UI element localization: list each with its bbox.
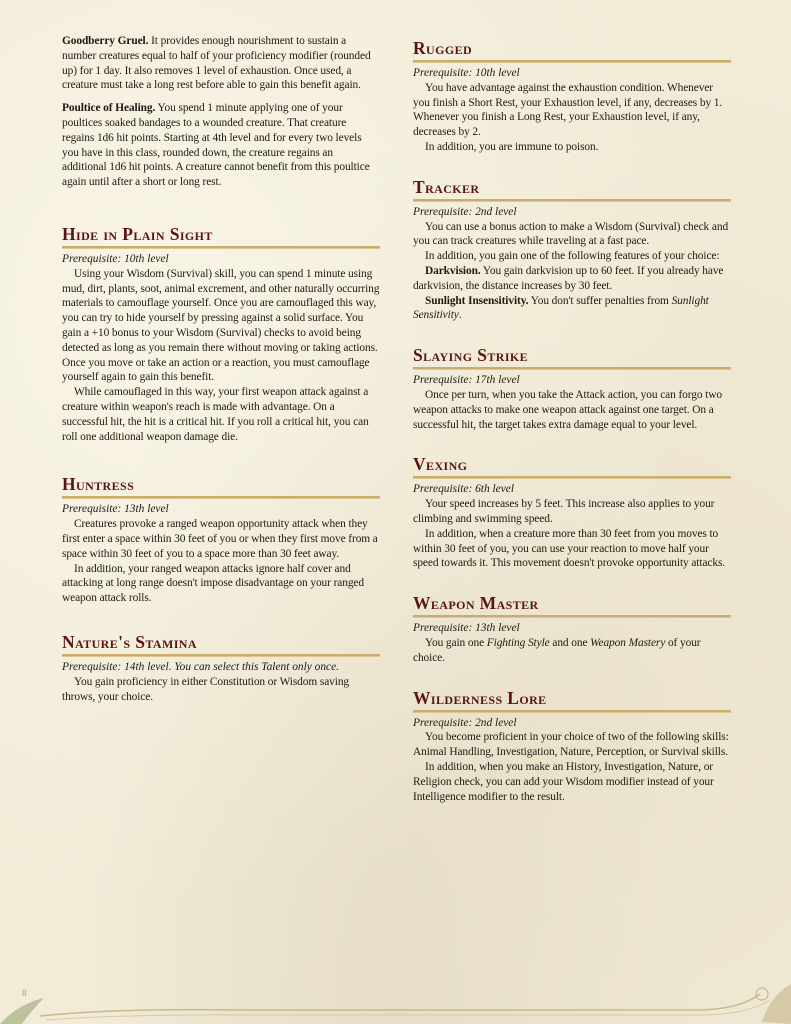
heading-vexing: Vexing [413, 454, 468, 475]
footer-line [40, 994, 760, 1016]
vexing-paragraph-1: Your speed increases by 5 feet. This increase also applies to your climbing and swimming speed. [413, 498, 715, 525]
heading-rule [413, 60, 731, 63]
wm-fighting-style: Fighting Style [486, 636, 550, 649]
heading-rule [62, 246, 380, 249]
heading-slaying-strike: Slaying Strike [413, 345, 529, 366]
section-slaying-strike [413, 345, 731, 432]
sunlight-label: Sunlight Insensitivity. [425, 294, 529, 307]
heading-rule [413, 615, 731, 618]
section-huntress [62, 474, 380, 606]
prereq-rugged: Prerequisite: 10th level [413, 67, 520, 79]
tracker-darkvision [413, 264, 731, 294]
prereq-stamina: Prerequisite: 14th level. You can select this Talent only once. [62, 660, 340, 673]
heading-wilderness-lore: Wilderness Lore [413, 687, 547, 708]
heading-natures-stamina: Nature's Stamina [62, 631, 197, 652]
rugged-paragraph-2: In addition, you are immune to poison. [425, 140, 599, 153]
right-column [413, 34, 731, 812]
slaying-paragraph-1: Once per turn, when you take the Attack action, you can forgo two weapon attacks to make one weapon attack against one target. On a successful hit, the target takes extra damage equal to your level. [413, 388, 722, 431]
sunlight-italic: Sunlight Sensitivity [413, 294, 709, 322]
weapon-master-paragraph-1 [413, 636, 731, 666]
hide-paragraph-1: Using your Wisdom (Survival) skill, you can spend 1 minute using mud, dirt, plants, soot, animal excrement, and other naturally occurring materials to camouflage yourself. Once you are camouflaged this way, you can try to hide yourself by pressing against a solid surface. You gain a +10 bonus to your Wisdom (Survival) checks to avoid being detected as long as you remain there without moving or taking actions. Once you move or take an action or a reaction, you must camouflage yourself again to gain this benefit. [62, 267, 380, 384]
heading-huntress: Huntress [62, 474, 135, 495]
poultice-paragraph [62, 101, 380, 190]
heading-rugged: Rugged [413, 38, 473, 58]
wm-text-e: of your choice. [413, 636, 701, 664]
section-tracker [413, 177, 731, 323]
prereq-weapon-master: Prerequisite: 13th level [413, 622, 520, 635]
poultice-text: You spend 1 minute applying one of your poultices soaked bandages to a wounded creature. That creature regains 1d6 hit points. Starting at 4th level and for every two levels you have in this class, rounded down, the creature regains an additional 1d6 hit points. A creature cannot benefit from this poultice again until after a short or long rest. [62, 102, 370, 189]
wm-weapon-mastery: Weapon Mastery [590, 636, 666, 649]
section-wilderness-lore [413, 688, 731, 805]
page-number: 8 [22, 988, 27, 998]
wilderness-paragraph-1: You become proficient in your choice of two of the following skills: Animal Handling, Investigation, Nature, Perception, or Survival skills. [413, 731, 729, 759]
poultice-label: Poultice of Healing. [62, 102, 156, 115]
prereq-slaying: Prerequisite: 17th level [413, 374, 520, 387]
heading-rule [62, 654, 380, 657]
darkvision-label: Darkvision. [425, 264, 481, 277]
goodberry-label: Goodberry Gruel. [62, 35, 149, 47]
wm-text-a: You gain one [425, 636, 487, 649]
goodberry-text: It provides enough nourishment to sustain a number creatures equal to half of your proficiency modifier (rounded up) for 1 day. It also removes 1 level of exhaustion. Once used, a creature must take a long rest before able to gain this benefit again. [62, 35, 371, 92]
huntress-paragraph-1: Creatures provoke a ranged weapon opportunity attack when they first enter a space within 30 feet of you or when they first move from a space within 30 feet of you to a space more than 30 feet away. [62, 518, 378, 560]
tracker-paragraph-2: In addition, you gain one of the following features of your choice: [425, 250, 720, 263]
prereq-vexing: Prerequisite: 6th level [413, 483, 515, 496]
huntress-paragraph-2: In addition, your ranged weapon attacks ignore half cover and attacking at long range doesn't impose disadvantage on your ranged weapon attack rolls. [62, 562, 364, 605]
section-weapon-master [413, 593, 731, 665]
wilderness-paragraph-2: In addition, when you make an History, Investigation, Nature, or Religion check, you can add your Wisdom modifier instead of your Intelligence modifier to the result. [413, 760, 714, 803]
section-natures-stamina [62, 632, 380, 704]
heading-hide-in-plain-sight: Hide in Plain Sight [62, 223, 213, 244]
prereq-huntress: Prerequisite: 13th level [62, 503, 169, 516]
heading-tracker: Tracker [413, 176, 480, 197]
prereq-wilderness: Prerequisite: 2nd level [413, 716, 517, 729]
hide-paragraph-2: While camouflaged in this way, your first weapon attack against a creature within weapon's reach is made with advantage. On a successful hit, the hit is a critical hit. If you roll a critical hit, you can roll one additional weapon damage die. [62, 386, 369, 443]
prereq-tracker: Prerequisite: 2nd level [413, 205, 517, 218]
wm-text-c: and one [549, 636, 591, 649]
heading-weapon-master: Weapon Master [413, 593, 539, 614]
sunlight-text: You don't suffer penalties from [528, 294, 672, 307]
footer-swirl [756, 988, 768, 1000]
section-rugged [413, 38, 731, 155]
sunlight-end: . [458, 309, 462, 322]
footer-ornament [0, 964, 791, 1024]
tracker-paragraph-1: You can use a bonus action to make a Wisdom (Survival) check and you can track creatures while traveling at a fast pace. [413, 220, 729, 248]
vexing-paragraph-2: In addition, when a creature more than 30 feet from you moves to within 30 feet of you, you can use your reaction to move half your speed towards it. This movement doesn't provoke opportunity attacks. [413, 527, 726, 570]
left-column [62, 34, 380, 712]
goodberry-paragraph [62, 34, 380, 93]
tracker-sunlight [413, 294, 731, 324]
heading-rule [413, 710, 731, 713]
rugged-paragraph-1: You have advantage against the exhaustion condition. Whenever you finish a Short Rest, your Exhaustion level, if any, decreases by 1. Whenever you finish a Long Rest, your Exhaustion level, if any, decreases by 2. [413, 81, 723, 139]
heading-rule [413, 367, 731, 370]
heading-rule [62, 496, 380, 499]
stamina-paragraph-1: You gain proficiency in either Constitution or Wisdom saving throws, your choice. [62, 675, 350, 703]
heading-rule [413, 476, 731, 479]
footer-leaf-left [0, 998, 44, 1024]
prereq-hide: Prerequisite: 10th level [62, 252, 169, 265]
section-hide-in-plain-sight [62, 224, 380, 444]
heading-rule [413, 199, 731, 202]
darkvision-text: You gain darkvision up to 60 feet. If you already have darkvision, the distance increases by 30 feet. [413, 264, 724, 292]
section-vexing [413, 454, 731, 571]
